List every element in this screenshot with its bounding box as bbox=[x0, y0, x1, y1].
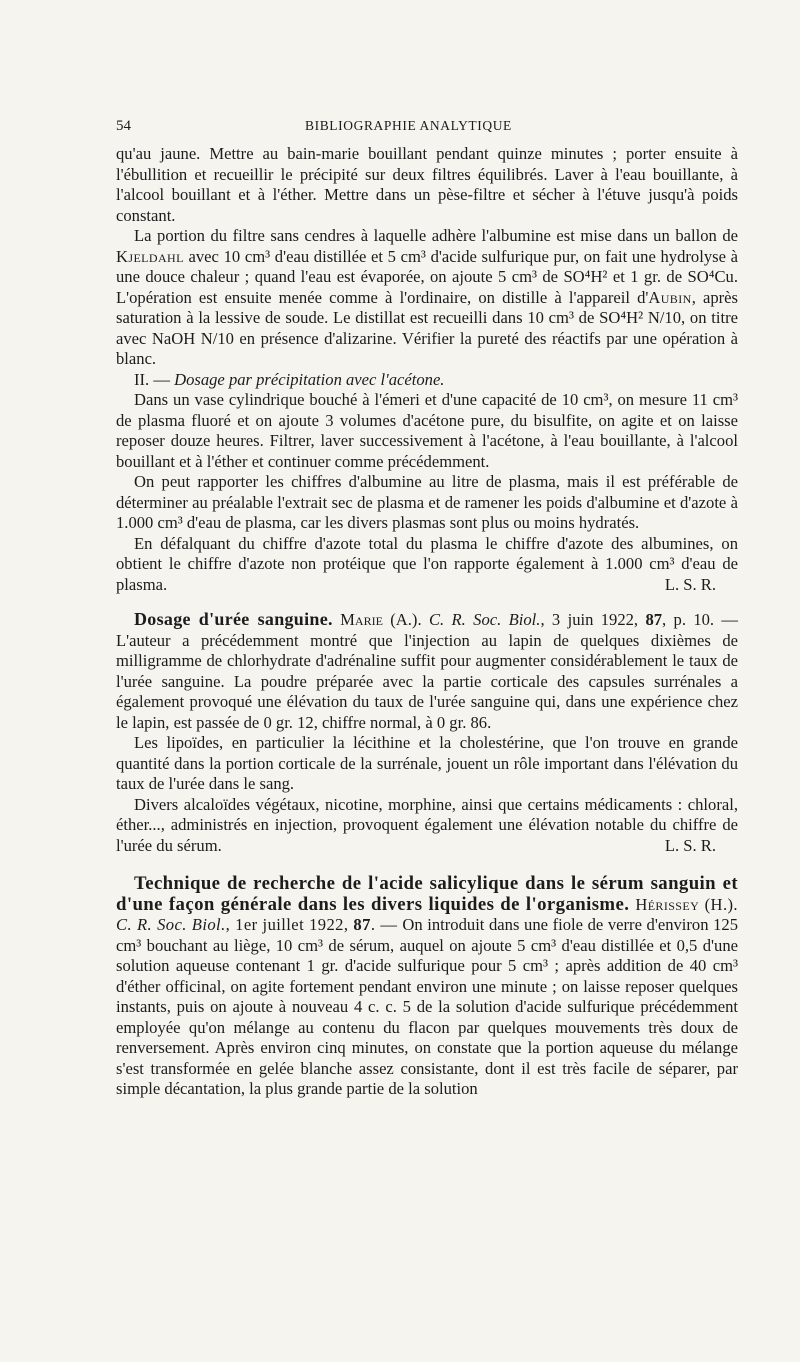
article-uree-sanguine bbox=[116, 609, 738, 856]
article-reference: Technique de recherche de l'acide salicylique dans le sérum sanguin et d'une façon générale dans les divers liquides de l'organisme. Hérissey (H.). C. R. Soc. Biol., 1er juillet 1922, 87. — On introduit dans une fiole de verre d'environ 125 cm³ bouchant au liège, 10 cm³ de sérum, auquel on ajoute 5 cm³ d'eau distillée et 0,5 d'une solution aqueuse contenant 1 gr. d'acide sulfurique pour 5 cm³ ; après addition de 40 cm³ d'éther officinal, on agite fortement pendant environ une minute ; on laisse reposer quelques instants, puis on ajoute à nouveau 4 c. c. 5 de la solution d'acide sulfurique précédemment employée qu'on mélange au contenu du flacon par quelques mouvements très doux de renversement. Après environ cinq minutes, on constate que la portion aqueuse du mélange s'est transformée en gelée blanche assez consistante, dont il est très facile de séparer, par simple décantation, la plus grande partie de la solution bbox=[116, 873, 739, 1098]
article-title: Technique de recherche de l'acide salicylique dans le sérum sanguin et d'une façon générale dans les divers liquides de l'organisme. bbox=[116, 873, 738, 915]
paragraph: Dans un vase cylindrique bouché à l'émeri et d'une capacité de 10 cm³, on mesure 11 cm³ de plasma fluoré et on ajoute 3 volumes d'acétone pure, du bisulfite, on agite et on laisse reposer douze heures. Filtrer, laver successivement à l'acétone, à l'eau bouillante, à l'alcool bouillant et à l'éther et continuer comme précédemment. bbox=[116, 390, 738, 471]
author-name-kjeldahl: Kjeldahl bbox=[116, 246, 184, 266]
paragraph: On peut rapporter les chiffres d'albumine au litre de plasma, mais il est préférable de déterminer au préalable l'extrait sec de plasma et de ramener les poids d'albumine et d'azote à 1.000 cm³ d'eau de plasma, car les divers plasmas sont plus ou moins hydratés. bbox=[116, 472, 738, 532]
paragraph: La portion du filtre sans cendres à laquelle adhère l'albumine est mise dans un ballon de Kjeldahl avec 10 cm³ d'eau distillée et 5 cm³ d'acide sulfurique pur, on fait une hydrolyse à une douce chaleur ; quand l'eau est évaporée, on ajoute 5 cm³ de SO⁴H² et 1 gr. de SO⁴Cu. L'opération est ensuite menée comme à l'ordinaire, on distille à l'appareil d'Aubin, après saturation à la lessive de soude. Le distillat est recueilli dans 10 cm³ de SO⁴H² N/10, on titre avec NaOH N/10 en présence d'alizarine. Vérifier la pureté des réactifs par une opération à blanc. bbox=[116, 226, 738, 368]
journal-name: C. R. Soc. Biol. bbox=[116, 915, 226, 934]
paragraph: Divers alcaloïdes végétaux, nicotine, morphine, ainsi que certains médicaments : chloral, éther..., administrés en injection, provoquent également une élévation notable du chiffre de l'urée du sérum. L. S. R. bbox=[116, 794, 738, 855]
journal-name: C. R. Soc. Biol. bbox=[428, 610, 541, 629]
signature: L. S. R. bbox=[664, 835, 716, 855]
paragraph: En défalquant du chiffre d'azote total du plasma le chiffre d'azote des albumines, on obtient le chiffre d'azote non protéique que l'on rapporte également à 1.000 cm³ d'eau de plasma. L. S. R. bbox=[116, 533, 738, 594]
article-albumin-continuation bbox=[116, 144, 738, 595]
signature: L. S. R. bbox=[664, 574, 716, 594]
section-heading: II. — Dosage par précipitation avec l'acétone. bbox=[134, 369, 445, 389]
document-page bbox=[116, 116, 738, 1100]
journal-volume: 87 bbox=[353, 915, 371, 934]
article-acide-salicylique bbox=[116, 874, 738, 1100]
running-title: BIBLIOGRAPHIE ANALYTIQUE bbox=[305, 118, 512, 133]
article-title: Dosage d'urée sanguine. bbox=[134, 609, 333, 629]
paragraph: Les lipoïdes, en particulier la lécithine et la cholestérine, que l'on trouve en grande quantité dans la portion corticale de la surrénale, jouent un rôle important dans l'élévation du taux de l'urée dans le sang. bbox=[116, 733, 738, 793]
page-header bbox=[116, 116, 738, 142]
article-author: Hérissey (H.). bbox=[635, 894, 738, 914]
article-reference: Dosage d'urée sanguine. Marie (A.). C. R. Soc. Biol., 3 juin 1922, 87, p. 10. — L'auteur a précédemment montré que l'injection au lapin de quelques dixièmes de milligramme de chlorhydrate d'adrénaline suffit pour augmenter considérablement le taux de l'urée sanguine. La poudre préparée avec la partie corticale des capsules surrénales a également provoqué une élévation du taux de l'urée sanguine qui, dans une expérience chez le lapin, est passée de 0 gr. 12, chiffre normal, à 0 gr. 86. bbox=[116, 609, 739, 732]
journal-volume: 87 bbox=[645, 610, 663, 629]
page-number: 54 bbox=[116, 118, 131, 134]
article-author: Marie (A.). bbox=[340, 610, 422, 629]
author-name-aubin: Aubin bbox=[648, 287, 692, 307]
paragraph: qu'au jaune. Mettre au bain-marie bouillant pendant quinze minutes ; porter ensuite à l'ébullition et recueillir le précipité sur deux filtres équilibrés. Laver à l'eau bouillante, à l'alcool bouillant et à l'éther. Mettre dans un pèse-filtre et sécher à l'étuve jusqu'à poids constant. bbox=[116, 144, 738, 225]
